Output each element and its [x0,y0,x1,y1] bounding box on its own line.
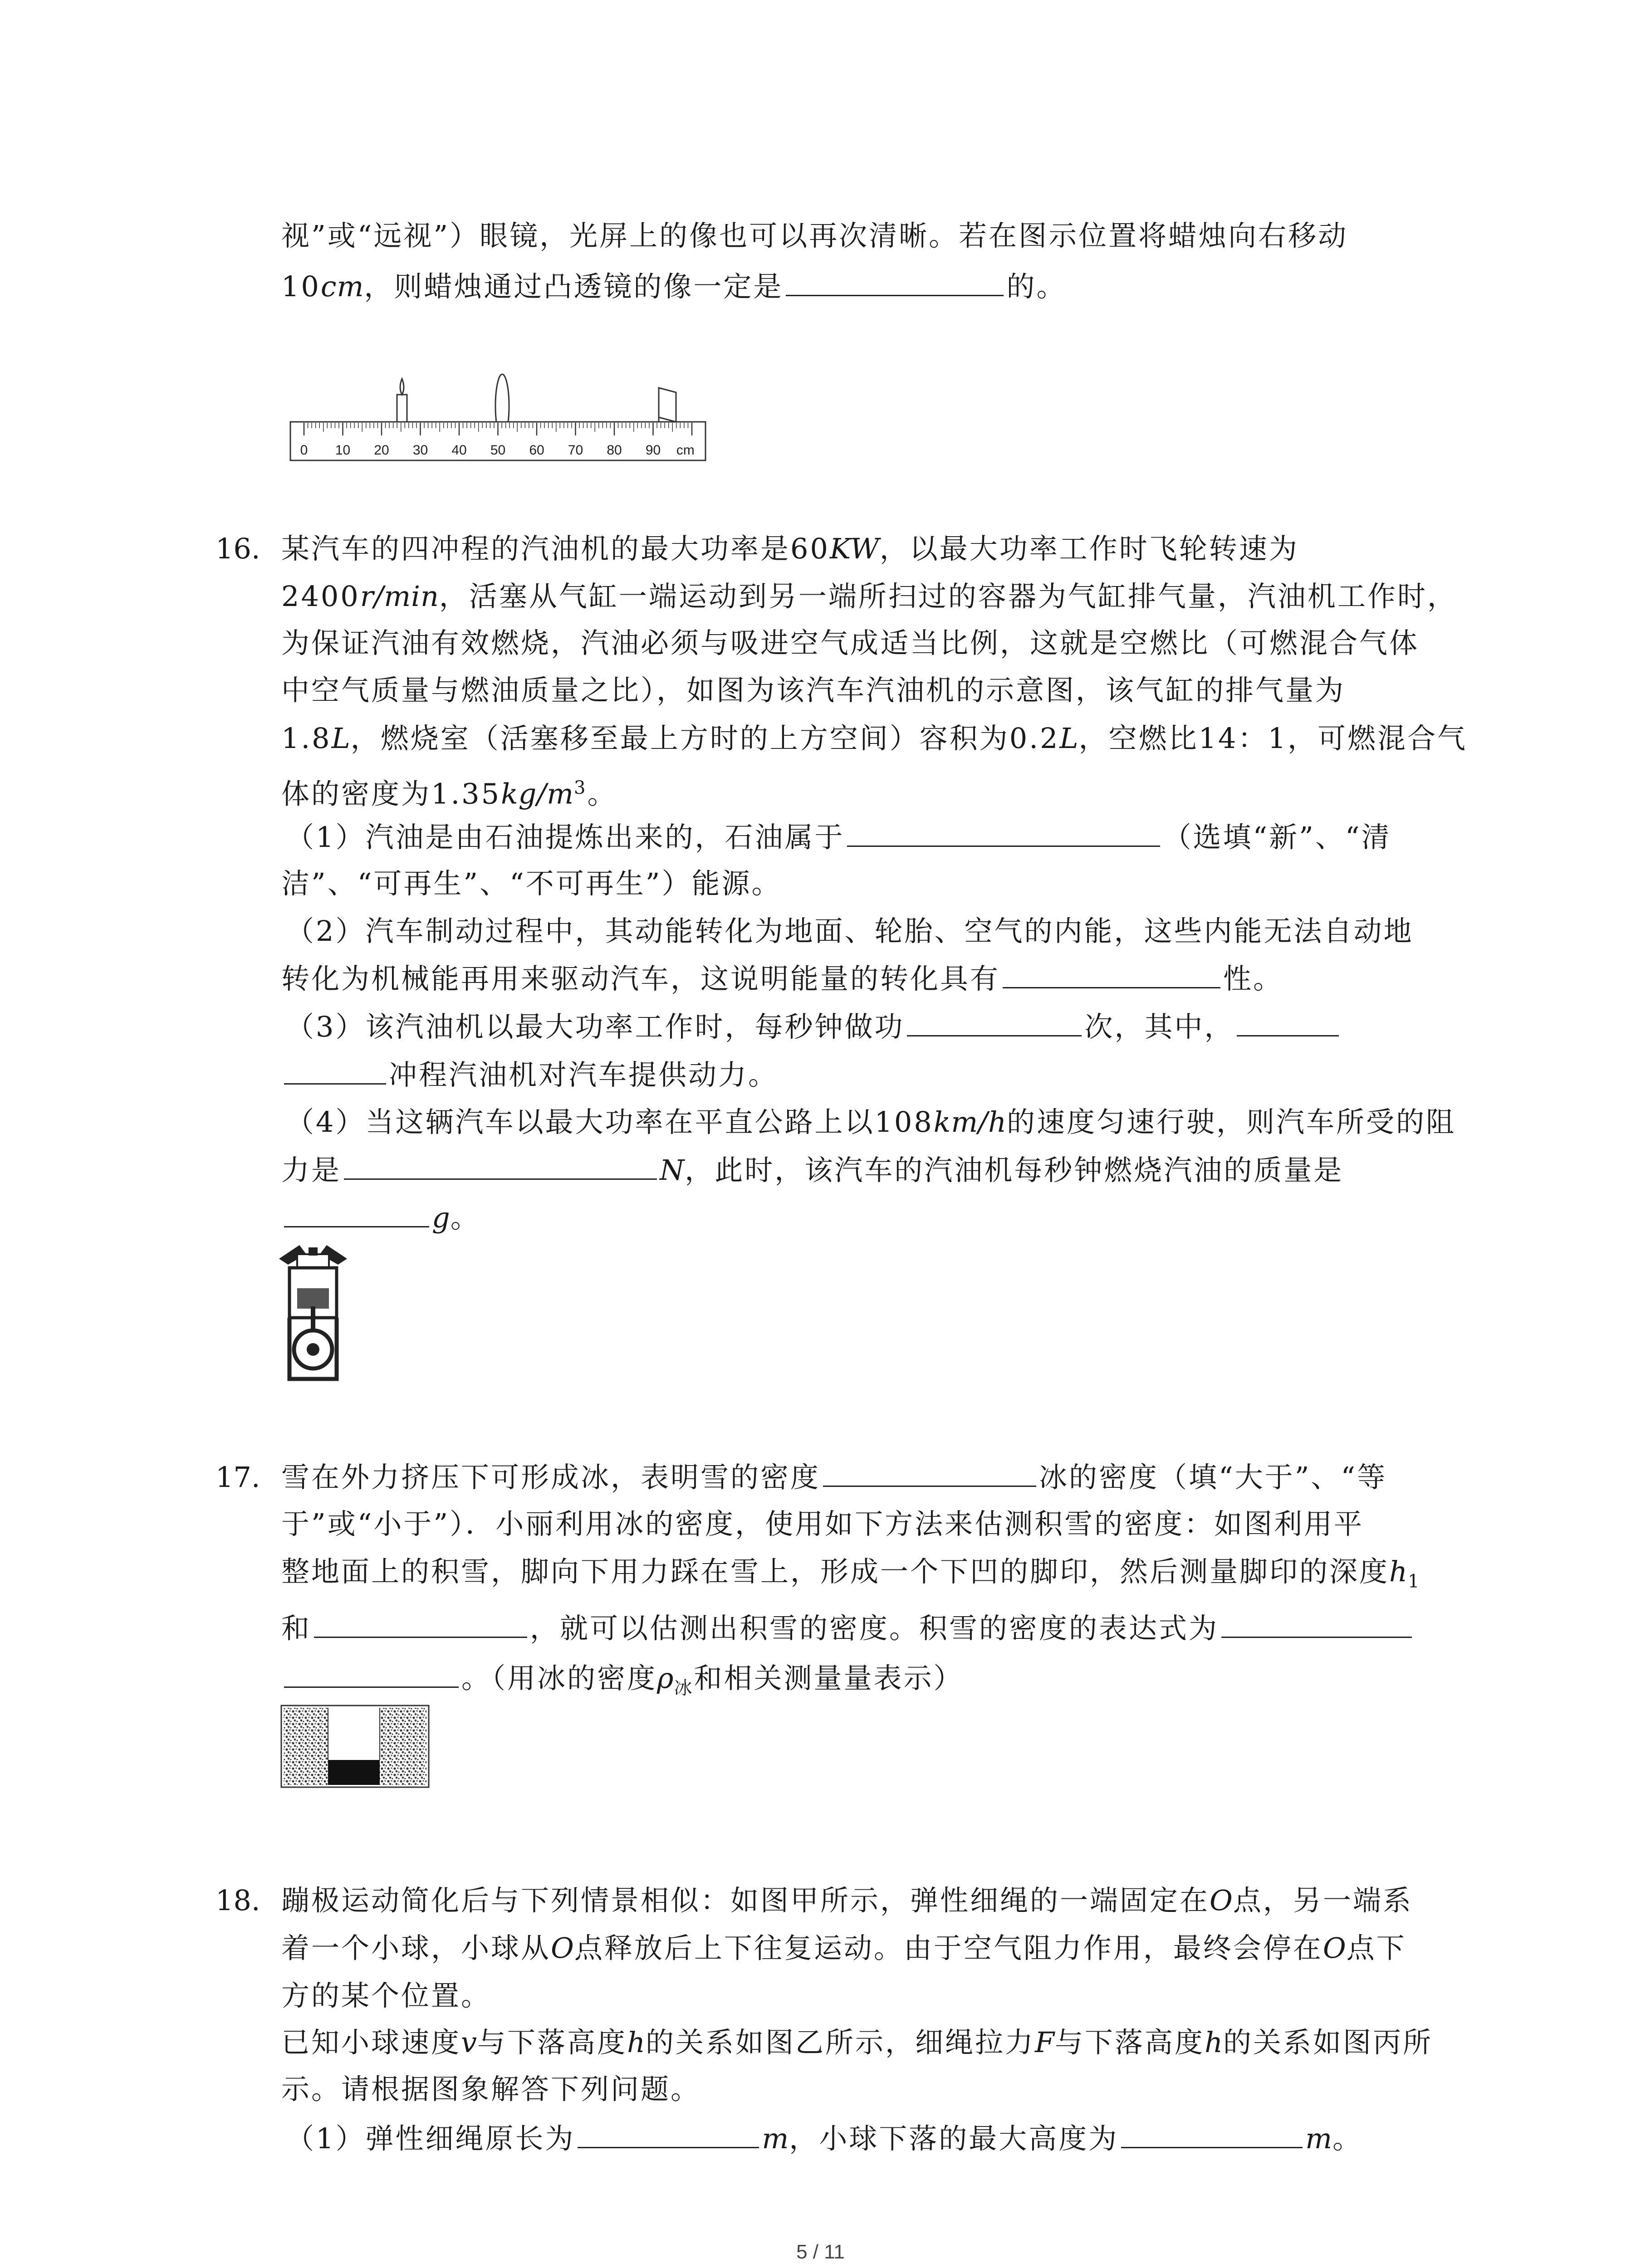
q18-point-o-3: O [1323,1931,1347,1965]
q18-unit-m-2: m [1305,2122,1333,2155]
ruler-label: cm [676,443,695,458]
ruler-label: 20 [374,443,389,458]
q16-p4-blank-1[interactable] [344,1152,657,1180]
q18-point-o-2: O [551,1931,574,1965]
q16-part-3-cont [281,1057,778,1093]
ruler-label: 90 [645,443,661,458]
q18-line-1 [281,1882,1413,1919]
q16-part-1 [286,819,1391,855]
ruler-label: 10 [335,443,351,458]
q17-h-subscript: 1 [1407,1571,1421,1592]
q16-density-value: 1.35 [431,777,501,811]
q17-blank-3-cont[interactable] [284,1660,459,1688]
q15-distance-unit: cm [320,270,364,303]
q16-line-2 [281,578,1457,615]
ruler-label: 0 [300,443,308,458]
q16-km: km [933,1105,979,1139]
q18-l4c: 与下落高度 [477,2026,627,2059]
q16-p4k: 。 [450,1201,480,1234]
q18-p1a: （1）弹性细绳原长为 [286,2122,575,2155]
snow-right [380,1708,426,1785]
q18-line-3: 方的某个位置。 [281,1979,491,2012]
q18-p1-blank-2[interactable] [1121,2121,1303,2148]
q16-p4g: 力是 [281,1154,342,1187]
q16-ratio-value: 14：1 [1198,722,1288,755]
engine-valves-icon [279,1245,347,1268]
q17-l1a: 雪在外力挤压下可形成冰，表明雪的密度 [281,1461,821,1494]
q16-l1a: 某汽车的四冲程的汽油机的最大功率是 [281,532,791,565]
ruler-label: 70 [568,443,583,458]
q18-l2e: 点下 [1346,1931,1406,1965]
ruler-label: 40 [451,443,467,458]
q16-power-value: 60 [790,532,830,565]
q16-part-4-cont2 [281,1200,480,1236]
q16-displacement-unit: L [331,722,351,755]
q15-line-1: 视”或“远视”）眼镜，光屏上的像也可以再次清晰。若在图示位置将蜡烛向右移动 [281,219,1348,252]
ruler-label: 80 [607,443,622,458]
q16-speed-unit-r: r [360,580,374,613]
q16-displacement-value: 1.8 [281,722,332,755]
q17-l4a: 和 [281,1612,312,1645]
q15-line-2 [281,269,1066,305]
q16-l1d: ，以最大功率工作时飞轮转速为 [879,532,1299,565]
q16-h: h [988,1105,1007,1139]
q18-var-h-1: h [627,2026,646,2059]
q16-km-slash: / [978,1105,989,1139]
q17-blank-3[interactable] [1221,1610,1412,1638]
q16-l6a: 体的密度为 [281,777,431,811]
snow-left [284,1708,328,1785]
q16-speed-unit-slash: / [374,580,384,613]
q16-p3-blank-2-cont[interactable] [284,1057,386,1085]
q18-p1e: 。 [1332,2122,1363,2155]
q17-line-1 [281,1459,1387,1496]
q16-l2e: ，活塞从气缸一端运动到另一端所扫过的容器为气缸排气量，汽油机工作时， [439,580,1457,613]
q16-p3-blank-1[interactable] [907,1009,1082,1036]
q16-line-6 [281,770,617,812]
q17-l1b: 冰的密度（填“大于”、“等 [1039,1461,1387,1494]
q18-l1c: 点，另一端系 [1233,1884,1413,1917]
q17-h-symbol: h [1389,1555,1408,1588]
snow-footprint-figure [279,1703,431,1789]
q18-var-h-2: h [1205,2026,1223,2059]
engine-diagram-figure [272,1243,354,1383]
q16-p4-unit-g: g [432,1201,451,1234]
q16-p4-blank-2[interactable] [284,1200,429,1227]
q17-l3a: 整地面上的积雪，脚向下用力踩在雪上，形成一个下凹的脚印，然后测量脚印的深度 [281,1555,1390,1588]
q18-p1-blank-1[interactable] [578,2121,759,2148]
q16-part-2: （2）汽车制动过程中，其动能转化为地面、轮胎、空气的内能，这些内能无法自动地 [286,914,1414,948]
ruler-label: 50 [490,443,506,458]
cylinder-icon [289,1268,337,1338]
q18-l4g: 与下落高度 [1055,2026,1205,2059]
q16-p3a: （3）该汽油机以最大功率工作时，每秒钟做功 [286,1010,905,1043]
q17-number: 17. [216,1461,260,1494]
compressed-ice [328,1760,380,1785]
q16-p3-blank-2[interactable] [1237,1009,1339,1036]
q18-l4a: 已知小球速度 [281,2026,461,2059]
q17-line-3 [281,1554,1421,1599]
q16-p1-blank[interactable] [847,819,1160,847]
q16-l5f: ，空燃比 [1078,722,1199,755]
q18-line-5: 示。请根据图象解答下列问题。 [281,2072,701,2106]
q15-answer-blank[interactable] [786,269,1004,296]
q15-distance-value: 10 [281,270,321,303]
q16-p1b: （选填“新”、“清 [1163,821,1391,854]
q16-p4i: ，此时，该汽车的汽油机每秒钟燃烧汽油的质量是 [685,1154,1344,1187]
q18-part-1 [286,2121,1362,2157]
q16-line-5 [281,720,1467,757]
ruler-label: 60 [529,443,544,458]
q17-line-4 [281,1610,1415,1647]
q16-line-1 [281,531,1299,567]
q17-line-5 [281,1660,963,1706]
q17-blank-2[interactable] [314,1610,527,1638]
q16-p2c: 性。 [1223,962,1283,995]
q16-p4-unit-n: N [660,1154,685,1187]
q17-l4b: ，就可以估测出积雪的密度。积雪的密度的表达式为 [530,1612,1219,1645]
q18-line-4 [281,2024,1433,2061]
q18-l1a: 蹦极运动简化后与下列情景相似：如图甲所示，弹性细绳的一端固定在 [281,1884,1210,1917]
q16-part-4-cont [281,1152,1343,1188]
q16-chamber-unit: L [1059,722,1079,755]
q16-l5h: ，可燃混合气 [1287,722,1467,755]
q16-speed-unit-min: min [384,580,439,613]
q16-density-unit-kg: kg [501,777,537,811]
q16-p4f: 的速度匀速行驶，则汽车所受的阻 [1007,1105,1456,1139]
q16-chamber-value: 0.2 [1009,722,1060,755]
q18-p1c: ，小球下落的最大高度为 [789,2122,1119,2155]
optical-bench-figure [286,354,717,463]
q18-number: 18. [216,1884,260,1917]
q15-line-2-text: ，则蜡烛通过凸透镜的像一定是 [364,270,784,303]
q18-l2a: 着一个小球，小球从 [281,1931,551,1965]
q17-line-2: 于”或“小于”）．小丽利用冰的密度，使用如下方法来估测积雪的密度：如图利用平 [281,1507,1364,1540]
q16-p4a: （4）当这辆汽车以最大功率在平直公路上以 [286,1105,875,1139]
q16-speed-108: 108 [874,1105,934,1139]
q16-density-exponent: 3 [574,777,588,798]
q16-part-4 [286,1104,1456,1140]
q16-p3b: 次，其中， [1084,1010,1234,1043]
q18-line-2 [281,1930,1406,1966]
q17-rho-subscript: 冰 [674,1677,694,1699]
q17-l5d: 和相关测量量表示） [694,1662,964,1695]
q15-line-2-end: 的。 [1006,270,1067,303]
q18-unit-m-1: m [762,2122,789,2155]
q16-density-unit-slash: / [537,777,547,811]
q16-p2b: 转化为机械能再用来驱动汽车，这说明能量的转化具有 [281,962,1000,995]
q17-blank-1[interactable] [823,1459,1036,1487]
q16-number: 16. [216,532,260,565]
ruler [290,422,705,460]
q17-l5a: 。（用冰的密度 [461,1662,657,1695]
q16-density-unit-m: m [547,777,574,811]
ruler-label: 30 [412,443,428,458]
q18-l2c: 点释放后上下往复运动。由于空气阻力作用，最终会停在 [574,1931,1323,1965]
q16-power-unit: KW [829,532,880,565]
q18-point-o-1: O [1210,1884,1233,1917]
q16-p1a: （1）汽油是由石油提炼出来的，石油属于 [286,821,845,854]
q16-p3c: 冲程汽油机对汽车提供动力。 [389,1058,779,1091]
q16-l6g: 。 [587,777,617,811]
q18-l4e: 的关系如图乙所示，细绳拉力 [646,2026,1035,2059]
q17-rho-symbol: ρ [657,1662,674,1695]
q16-line-4: 中空气质量与燃油质量之比），如图为该汽车汽油机的示意图，该气缸的排气量为 [281,674,1346,707]
q16-line-3: 为保证汽油有效燃烧，汽油必须与吸进空气成适当比例，这就是空燃比（可燃混合气体 [281,626,1420,660]
page-number: 5 / 11 [796,2241,845,2263]
q18-l4i: 的关系如图丙所 [1223,2026,1433,2059]
q16-part-3 [286,1009,1342,1045]
q16-speed-value: 2400 [281,580,360,613]
q16-part-1-cont: 洁”、“可再生”、“不可再生”）能源。 [281,867,782,900]
q18-var-f: F [1035,2026,1055,2059]
q16-part-2-cont [281,961,1283,997]
q18-var-v: v [461,2026,478,2059]
q16-l5c: ，燃烧室（活塞移至最上方时的上方空间）容积为 [350,722,1009,755]
q16-p2-blank[interactable] [1003,961,1220,988]
